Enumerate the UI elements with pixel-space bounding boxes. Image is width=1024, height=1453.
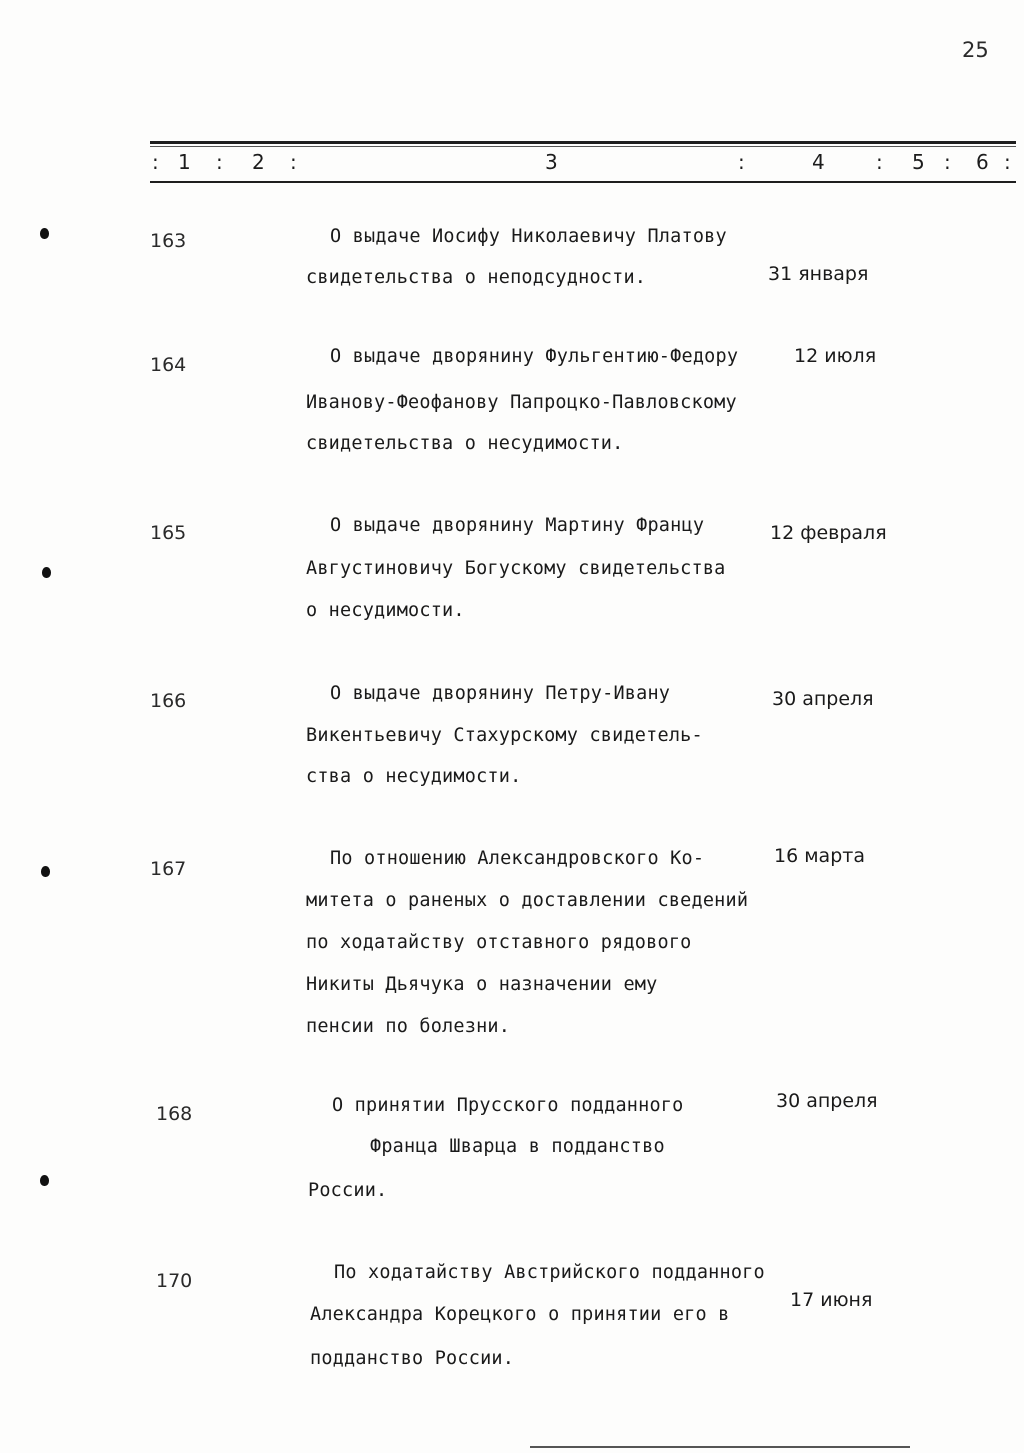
column-header-4: 4 [812,150,825,174]
entry-text-line: О выдаче дворянину Мартину Францу [330,515,705,536]
column-separator: : [290,150,297,174]
entry-text-line: О принятии Прусского подданного [332,1095,684,1116]
punch-hole-mark [41,866,50,877]
entry-number: 165 [150,522,187,544]
column-header-3: 3 [545,150,558,174]
entry-number: 170 [156,1270,193,1292]
entry-date: 30 апреля [776,1090,878,1112]
column-separator: : [152,150,159,174]
column-header-5: 5 [912,150,925,174]
entry-number: 163 [150,230,187,252]
column-header-1: 1 [178,150,191,174]
entry-text-line: Александра Корецкого о принятии его в [310,1304,730,1325]
entry-text-line: Августиновичу Богускому свидетельства [306,558,726,579]
column-separator: : [876,150,883,174]
entry-text-line: О выдаче дворянину Фульгентию-Федору [330,346,739,367]
entry-date: 30 апреля [772,688,874,710]
entry-text-line: О выдаче дворянину Петру-Ивану [330,683,671,704]
entry-text-line: Иванову-Феофанову Папроцко-Павловскому [306,392,737,413]
punch-hole-mark [40,228,49,239]
entry-text-line: свидетельства о несудимости. [306,433,624,454]
entry-number: 168 [156,1103,193,1125]
entry-date: 17 июня [790,1289,873,1311]
entry-text-line: Викентьевичу Стахурскому свидетель- [306,725,703,746]
column-header-6: 6 [976,150,989,174]
header-bottom-rule [150,181,1016,183]
entry-text-line: России. [308,1180,388,1201]
column-separator: : [216,150,223,174]
entry-text-line: свидетельства о неподсудности. [306,267,647,288]
entry-date: 16 марта [774,845,865,867]
column-header-row [0,150,1024,180]
entry-text-line: о несудимости. [306,600,465,621]
column-separator: : [738,150,745,174]
entry-date: 12 июля [794,345,877,367]
entry-number: 167 [150,858,187,880]
entry-text-line: по ходатайству отставного рядового [306,932,692,953]
entry-text-line: митета о раненых о доставлении сведений [306,890,749,911]
punch-hole-mark [40,1175,49,1186]
entry-text-line: Франца Шварца в подданство [370,1136,665,1157]
entry-text-line: По отношению Александровского Ко- [330,848,705,869]
entry-text-line: подданство России. [310,1348,515,1369]
header-top-rule-thin [150,146,1016,147]
column-header-2: 2 [252,150,265,174]
entry-text-line: Никиты Дьячука о назначении ему [306,974,658,995]
header-top-rule [150,141,1016,144]
entry-text-line: О выдаче Иосифу Николаевичу Платову [330,226,727,247]
column-separator: : [1004,150,1011,174]
entry-date: 31 января [768,263,869,285]
bottom-edge-rule [530,1446,910,1448]
page-number: 25 [962,38,989,62]
entry-number: 164 [150,354,187,376]
entry-text-line: По ходатайству Австрийского подданного [334,1262,765,1283]
punch-hole-mark [42,567,51,578]
column-separator: : [944,150,951,174]
entry-number: 166 [150,690,187,712]
entry-text-line: ства о несудимости. [306,766,522,787]
entry-date: 12 февраля [770,522,887,544]
entry-text-line: пенсии по болезни. [306,1016,511,1037]
